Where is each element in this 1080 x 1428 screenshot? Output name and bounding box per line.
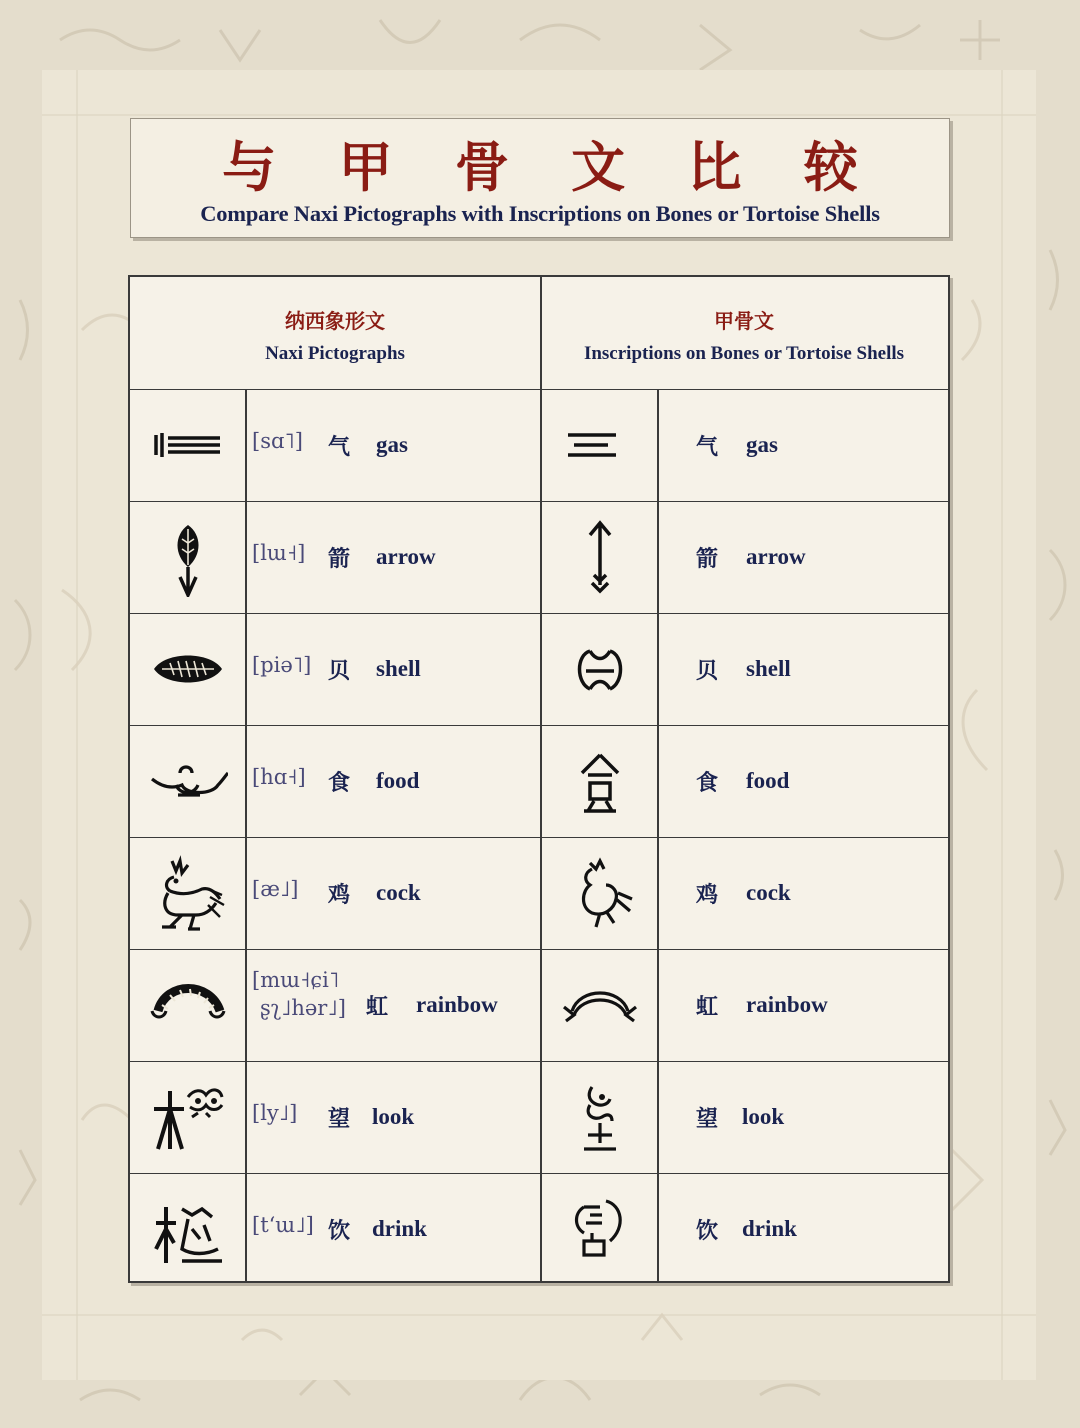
oracle-chinese-char: 饮 [696, 1219, 719, 1244]
ipa-transcription: [piə˥] [252, 653, 312, 677]
naxi-chinese-char: 贝 [328, 659, 351, 684]
oracle-english-word: gas [746, 432, 778, 457]
naxi-english-word: rainbow [416, 992, 498, 1017]
title-char: 骨 [454, 136, 509, 199]
naxi-chinese-char: 食 [328, 771, 351, 796]
naxi-english-word: look [372, 1104, 415, 1129]
oracle-gas-icon [542, 390, 658, 500]
comparison-table [128, 275, 950, 1283]
title-char: 与 [222, 136, 277, 199]
naxi-shell-icon [130, 614, 246, 724]
ipa-transcription: [tʻɯ˩] [252, 1213, 314, 1237]
oracle-arrow-icon [542, 502, 658, 612]
oracle-chinese-char: 箭 [696, 547, 719, 572]
oracle-food-icon [542, 726, 658, 836]
header-oracle-cn: 甲骨文 [714, 309, 774, 333]
naxi-english-word: shell [376, 656, 421, 681]
naxi-drink-icon [130, 1174, 246, 1284]
title-chinese [131, 133, 949, 203]
oracle-english-word: food [746, 768, 790, 793]
naxi-english-word: arrow [376, 544, 436, 569]
oracle-chinese-char: 贝 [696, 659, 719, 684]
naxi-chinese-char: 望 [328, 1107, 351, 1132]
oracle-english-word: cock [746, 880, 791, 905]
naxi-english-word: drink [372, 1216, 427, 1241]
oracle-english-word: look [742, 1104, 785, 1129]
oracle-chinese-char: 气 [696, 435, 719, 460]
naxi-gas-icon [130, 390, 246, 500]
ipa-transcription: [lɯ˧] [252, 541, 306, 565]
oracle-look-icon [542, 1062, 658, 1172]
header-naxi [130, 277, 540, 389]
oracle-chinese-char: 望 [696, 1107, 719, 1132]
title-char: 甲 [338, 136, 393, 199]
title-char: 比 [687, 136, 742, 199]
naxi-chinese-char: 鸡 [328, 883, 351, 908]
header-naxi-cn: 纳西象形文 [285, 309, 385, 333]
naxi-chinese-char: 虹 [366, 995, 389, 1020]
naxi-chinese-char: 饮 [328, 1219, 351, 1244]
naxi-food-icon [130, 726, 246, 836]
table-row [130, 837, 948, 949]
ipa-transcription: [sɑ˥] [252, 429, 303, 453]
naxi-cock-icon [130, 838, 246, 948]
table-row [130, 389, 948, 501]
oracle-rainbow-icon [542, 950, 658, 1060]
naxi-rainbow-icon [130, 950, 246, 1060]
naxi-english-word: cock [376, 880, 421, 905]
naxi-chinese-char: 气 [328, 435, 351, 460]
header-oracle-en: Inscriptions on Bones or Tortoise Shells [583, 343, 905, 364]
oracle-cock-icon [542, 838, 658, 948]
ipa-transcription: [hɑ˧] [252, 765, 306, 789]
oracle-english-word: rainbow [746, 992, 828, 1017]
oracle-english-word: drink [742, 1216, 797, 1241]
oracle-english-word: arrow [746, 544, 806, 569]
header-naxi-en: Naxi Pictographs [265, 343, 405, 364]
naxi-chinese-char: 箭 [328, 547, 351, 572]
oracle-english-word: shell [746, 656, 791, 681]
title-char: 较 [803, 136, 858, 199]
table-row [130, 949, 948, 1061]
oracle-chinese-char: 食 [696, 771, 719, 796]
oracle-shell-icon [542, 614, 658, 724]
naxi-english-word: food [376, 768, 420, 793]
naxi-arrow-icon [130, 502, 246, 612]
title-box [130, 118, 950, 238]
table-row [130, 1061, 948, 1173]
oracle-drink-icon [542, 1174, 658, 1284]
title-char: 文 [571, 136, 626, 199]
ipa-transcription: [æ˩] [252, 877, 299, 901]
ipa-transcription: [mɯ˧ɕi˥ [252, 968, 340, 992]
ipa-transcription: [ly˩] [252, 1101, 298, 1125]
oracle-chinese-char: 虹 [696, 995, 719, 1020]
table-row [130, 613, 948, 725]
title-english: Compare Naxi Pictographs with Inscriptions on Bones or Tortoise Shells [200, 201, 880, 226]
ipa-transcription-line2: ʂʅ˩hər˩] [260, 996, 346, 1020]
naxi-english-word: gas [376, 432, 408, 457]
header-oracle [540, 277, 948, 389]
naxi-look-icon [130, 1062, 246, 1172]
oracle-chinese-char: 鸡 [696, 883, 719, 908]
table-row [130, 501, 948, 613]
table-row [130, 725, 948, 837]
table-row [130, 1173, 948, 1285]
